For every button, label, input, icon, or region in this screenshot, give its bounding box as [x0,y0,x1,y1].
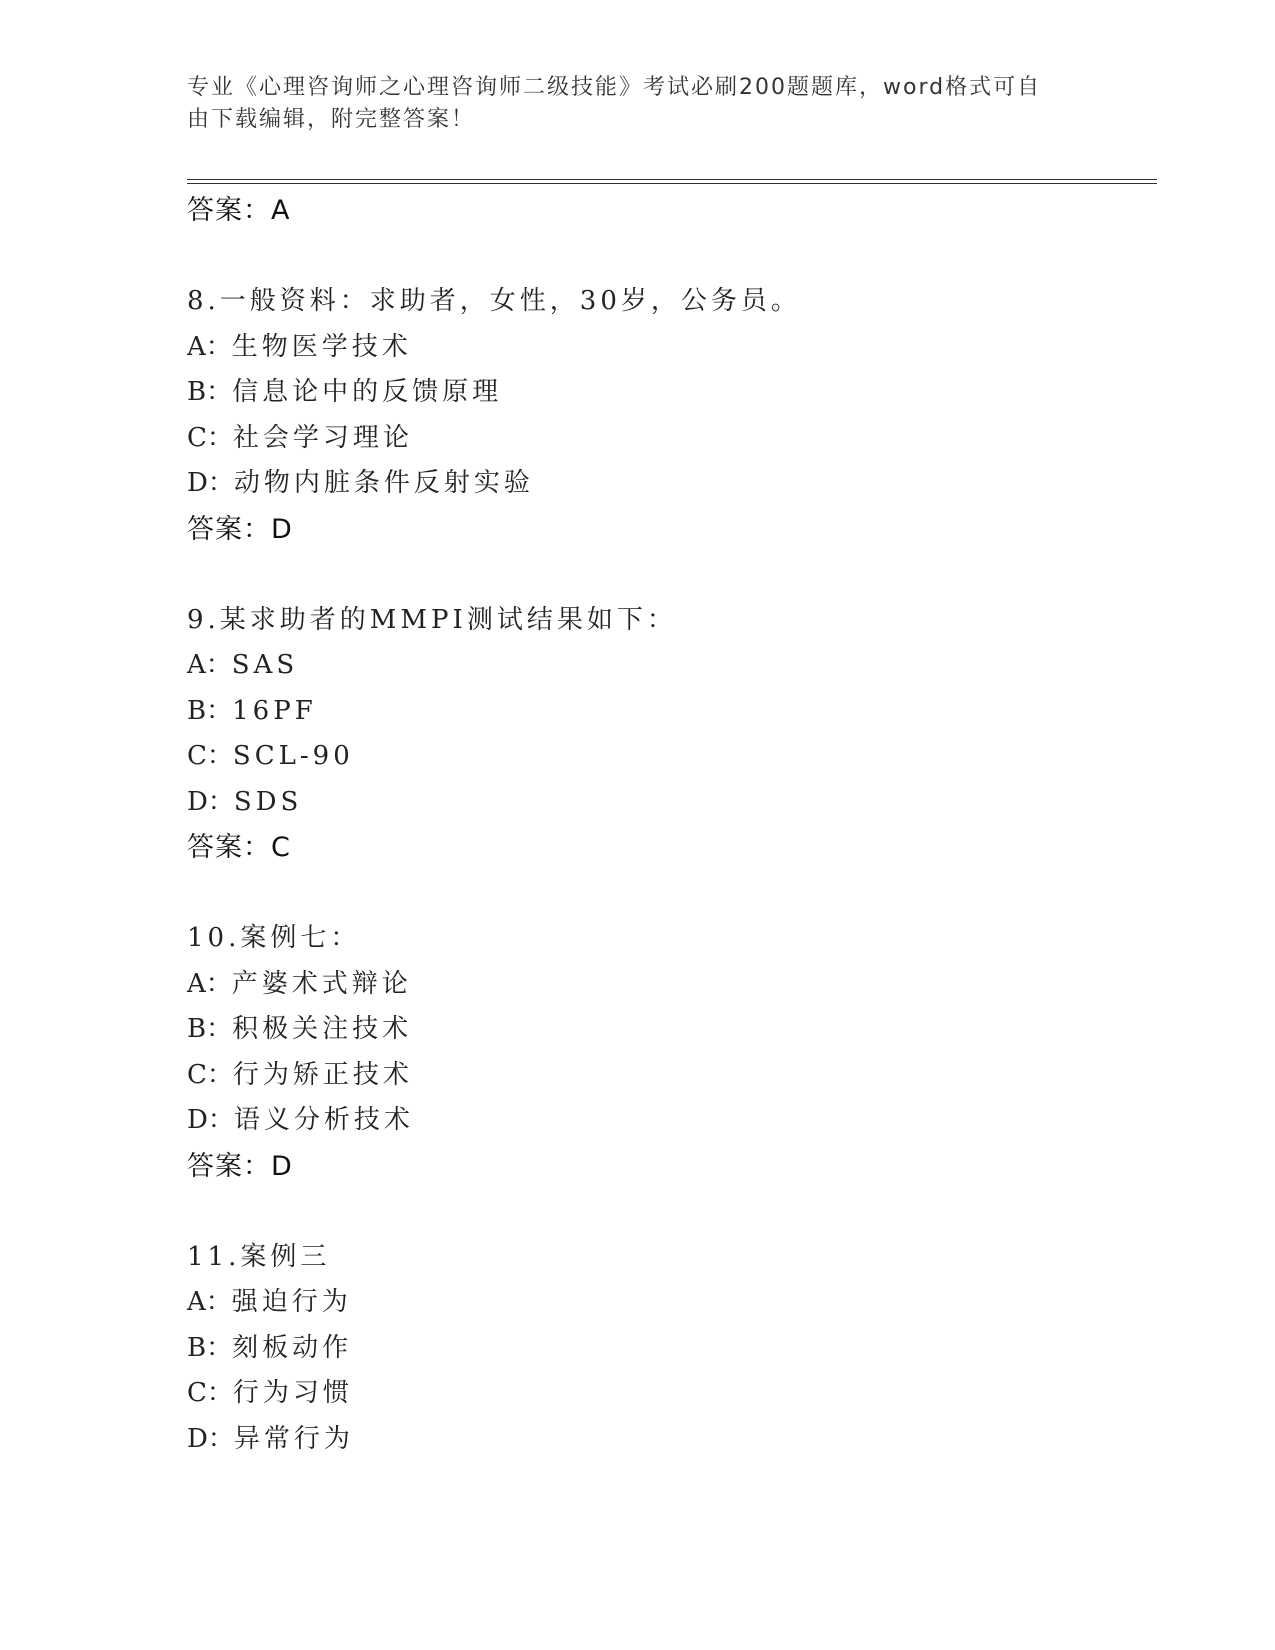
option-text: 异常行为 [233,1423,354,1454]
question-block [187,598,1157,872]
spacer [187,553,1157,598]
option-c [187,1371,1157,1417]
question-stem: 11.案例三 [187,1241,331,1272]
option-text: 行为习惯 [232,1378,353,1408]
option-text: SCL-90 [232,741,354,771]
option-text: 行为矫正技术 [232,1059,413,1090]
option-key: C： [187,1378,233,1408]
option-key: C： [187,422,233,453]
option-c [187,1053,1157,1099]
option-text: 信息论中的反馈原理 [232,377,503,407]
option-key: D： [187,1423,234,1454]
option-key: D： [187,1105,234,1135]
option-d [187,780,1157,826]
option-d [187,1098,1157,1144]
question-block [187,916,1157,1190]
option-text: 强迫行为 [231,1287,352,1317]
option-key: B： [187,1014,233,1044]
option-key: B： [187,695,233,726]
question-stem: 10.案例七： [187,923,361,953]
answer-line: 答案：D [187,1150,293,1182]
option-b [187,370,1157,416]
option-key: D： [187,786,234,817]
option-text: 动物内脏条件反射实验 [233,468,534,498]
header-divider-bottom [187,183,1157,184]
option-key: B： [187,377,233,407]
answer-line: 答案：C [187,832,291,863]
option-b [187,689,1157,735]
option-text: 产婆术式辩论 [231,968,412,999]
option-c [187,416,1157,462]
option-key: B： [187,1332,233,1363]
option-a [187,643,1157,689]
option-text: SDS [233,786,303,817]
document-header [187,72,1067,136]
header-line-1: 专业《心理咨询师之心理咨询师二级技能》考试必刷200题题库，word格式可自 [187,75,1042,100]
option-d [187,461,1157,507]
question-stem: 9.某求助者的MMPI测试结果如下： [187,604,677,635]
spacer [187,234,1157,279]
option-text: 社会学习理论 [232,422,413,453]
question-stem: 8.一般资料：求助者，女性，30岁，公务员。 [187,286,801,316]
option-text: SAS [231,650,299,680]
option-b [187,1007,1157,1053]
option-c [187,734,1157,780]
header-divider-top [187,179,1157,180]
option-text: 刻板动作 [232,1332,353,1363]
option-text: 生物医学技术 [231,331,412,362]
option-key: D： [187,468,234,498]
option-text: 积极关注技术 [232,1014,413,1044]
option-key: C： [187,1059,233,1090]
question-list [187,188,1157,1462]
question-block [187,1235,1157,1463]
option-a [187,962,1157,1008]
option-text: 语义分析技术 [233,1105,414,1135]
option-a [187,325,1157,371]
option-a [187,1280,1157,1326]
previous-answer: 答案：A [187,195,291,226]
option-key: A： [187,331,232,362]
option-d [187,1417,1157,1463]
spacer [187,871,1157,916]
question-block [187,279,1157,553]
option-key: C： [187,741,233,771]
option-key: A： [187,1287,232,1317]
option-text: 16PF [232,695,317,726]
answer-line: 答案：D [187,513,293,545]
option-b [187,1326,1157,1372]
option-key: A： [187,968,232,999]
option-key: A： [187,650,232,680]
spacer [187,1190,1157,1235]
header-line-2: 由下载编辑，附完整答案！ [187,107,476,132]
